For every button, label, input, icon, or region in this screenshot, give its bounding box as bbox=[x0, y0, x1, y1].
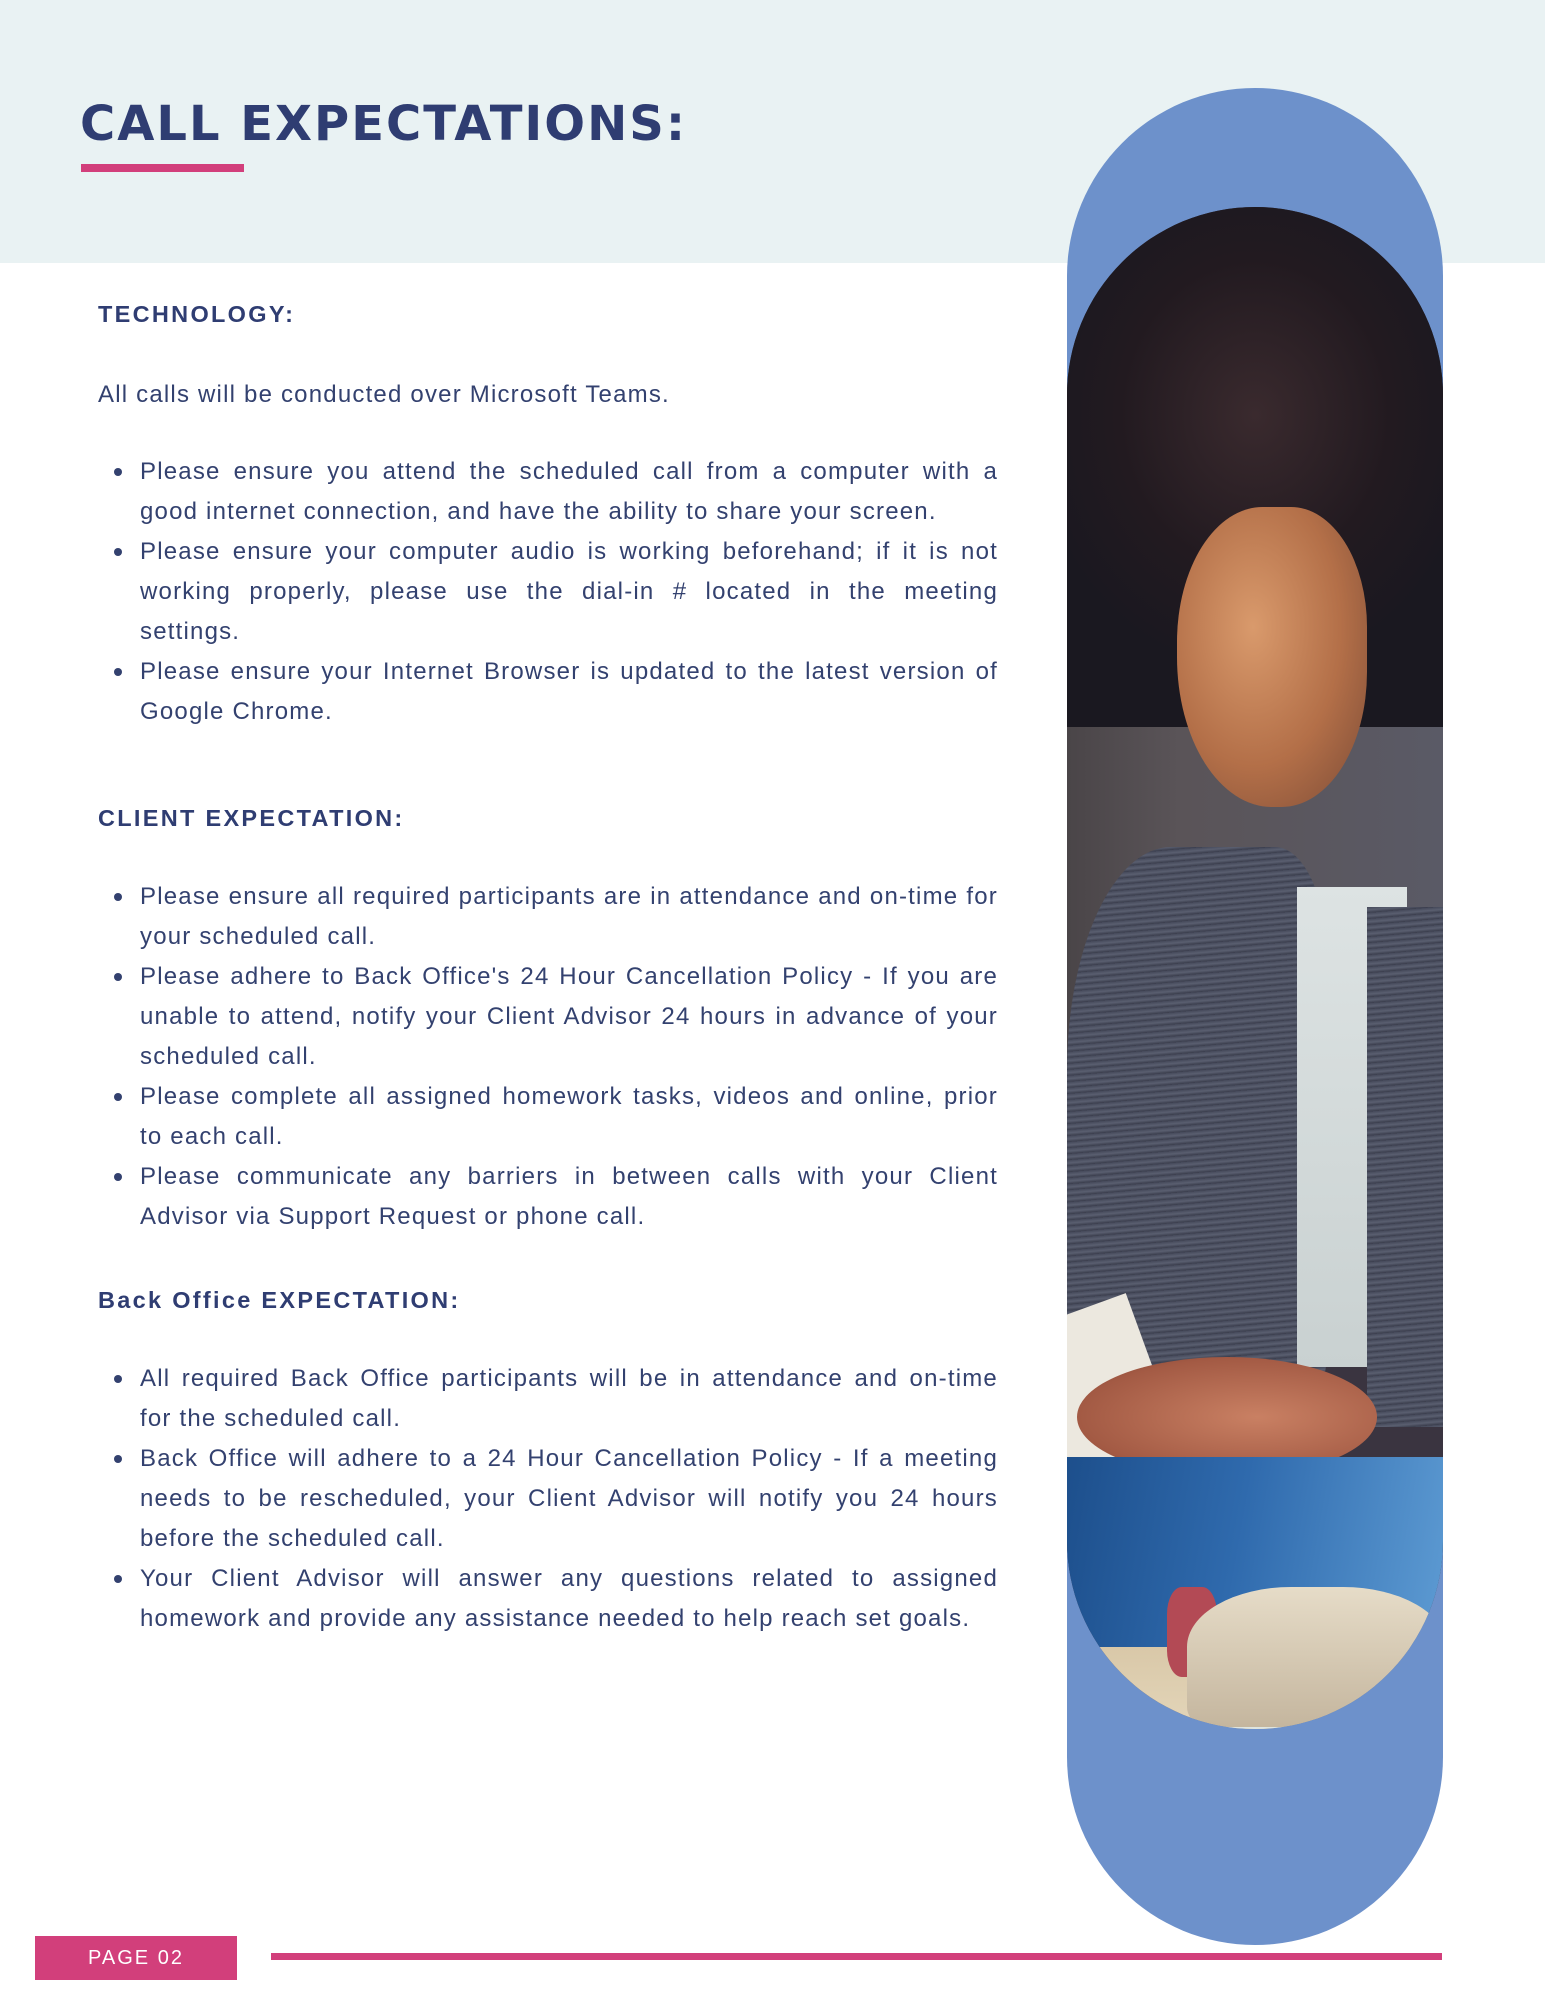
woman-reading-photo bbox=[1067, 207, 1443, 1729]
title-underline bbox=[81, 164, 244, 172]
technology-bullet-list bbox=[98, 452, 998, 732]
list-item-text: Please ensure your Internet Browser is updated to the latest version of Google Chrome. bbox=[140, 658, 998, 725]
client-bullet-list bbox=[98, 877, 998, 1237]
list-item bbox=[98, 957, 998, 1077]
bullet-icon bbox=[114, 893, 122, 901]
photo-face bbox=[1177, 507, 1367, 807]
bullet-icon bbox=[114, 973, 122, 981]
bullet-icon bbox=[114, 468, 122, 476]
page-title: CALL EXPECTATIONS: bbox=[80, 96, 688, 152]
footer-divider bbox=[271, 1953, 1442, 1960]
list-item-text: Please adhere to Back Office's 24 Hour Cancellation Policy - If you are unable to attend, notify your Client Advisor 24 hours in advance of your scheduled call. bbox=[140, 963, 998, 1070]
list-item bbox=[98, 532, 998, 652]
bullet-icon bbox=[114, 668, 122, 676]
list-item bbox=[98, 452, 998, 532]
section-heading-client: CLIENT EXPECTATION: bbox=[98, 805, 405, 831]
bullet-icon bbox=[114, 548, 122, 556]
list-item-text: Please complete all assigned homework tasks, videos and online, prior to each call. bbox=[140, 1083, 998, 1150]
photo-shoe bbox=[1187, 1587, 1443, 1729]
section-heading-technology: TECHNOLOGY: bbox=[98, 301, 296, 327]
photo-floor-paper bbox=[1067, 1727, 1443, 1729]
list-item-text: Please communicate any barriers in between calls with your Client Advisor via Support Request or phone call. bbox=[140, 1163, 998, 1230]
list-item bbox=[98, 652, 998, 732]
list-item-text: Back Office will adhere to a 24 Hour Cancellation Policy - If a meeting needs to be rescheduled, your Client Advisor will notify you 24 hours before the scheduled call. bbox=[140, 1445, 998, 1552]
list-item bbox=[98, 1359, 998, 1439]
list-item bbox=[98, 1157, 998, 1237]
bullet-icon bbox=[114, 1575, 122, 1583]
technology-intro: All calls will be conducted over Microsoft Teams. bbox=[98, 381, 670, 408]
page-number-badge: PAGE 02 bbox=[35, 1936, 237, 1980]
photo-cardigan-right bbox=[1367, 907, 1443, 1427]
list-item-text: Your Client Advisor will answer any questions related to assigned homework and provide any assistance needed to help reach set goals. bbox=[140, 1565, 998, 1632]
list-item bbox=[98, 1439, 998, 1559]
list-item-text: Please ensure you attend the scheduled call from a computer with a good internet connection, and have the ability to share your screen. bbox=[140, 458, 998, 525]
bullet-icon bbox=[114, 1375, 122, 1383]
list-item-text: Please ensure all required participants are in attendance and on-time for your scheduled call. bbox=[140, 883, 998, 950]
list-item-text: Please ensure your computer audio is working beforehand; if it is not working properly, please use the dial-in # located in the meeting settings. bbox=[140, 538, 998, 645]
bullet-icon bbox=[114, 1455, 122, 1463]
list-item bbox=[98, 877, 998, 957]
list-item-text: All required Back Office participants will be in attendance and on-time for the scheduled call. bbox=[140, 1365, 998, 1432]
list-item bbox=[98, 1077, 998, 1157]
back-office-bullet-list bbox=[98, 1359, 998, 1639]
bullet-icon bbox=[114, 1093, 122, 1101]
section-heading-back-office: Back Office EXPECTATION: bbox=[98, 1287, 461, 1313]
list-item bbox=[98, 1559, 998, 1639]
bullet-icon bbox=[114, 1173, 122, 1181]
